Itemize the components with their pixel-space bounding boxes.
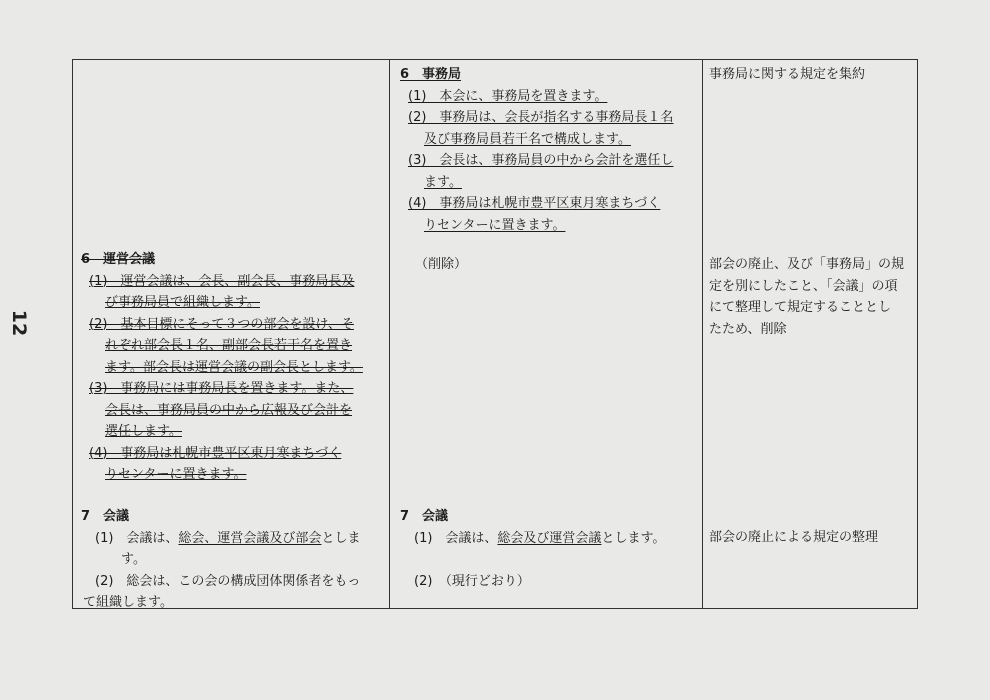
old-meeting-item1-suffix: としま <box>321 530 361 546</box>
new-meeting-item1-underlined: 総会及び運営会議 <box>497 530 602 546</box>
new-office-line: (1) 本会に、事務局を置きます。 <box>408 88 608 104</box>
old-council-line: (2) 基本目標にそって３つの部会を設け、そ <box>89 316 354 332</box>
old-council-line: りセンターに置きます。 <box>105 467 247 482</box>
new-meeting-item2: (2) （現行どおり） <box>414 573 530 589</box>
new-deleted: （削除） <box>415 257 468 272</box>
new-office-line: 及び事務局員若干名で構成します。 <box>424 131 631 147</box>
note-deleted-line: にて整理して規定することとし <box>709 300 892 315</box>
new-office-line: (3) 会長は、事務局員の中から会計を選任し <box>408 153 674 168</box>
old-council-heading: 6 運営会議 <box>81 252 156 267</box>
new-office-line: (4) 事務局は札幌市豊平区東月寒まちづく <box>408 196 661 211</box>
old-meeting-item2-line2: て組織します。 <box>83 595 173 610</box>
old-meeting-item2-line1: (2) 総会は、この会の構成団体関係者をもっ <box>95 573 361 589</box>
old-council-line: 選任します。 <box>105 424 182 439</box>
old-council-line: ます。部会長は運営会議の副会長とします。 <box>105 359 363 375</box>
new-meeting-heading: 7 会議 <box>400 509 449 524</box>
old-meeting-section <box>81 506 386 614</box>
old-council-line: (1) 運営会議は、会長、副会長、事務局長及 <box>89 273 355 289</box>
note-deleted <box>709 254 917 340</box>
note-meeting: 部会の廃止による規定の整理 <box>709 530 879 545</box>
old-council-line: れぞれ部会長１名、副部会長若干名を置き <box>105 338 353 353</box>
note-deleted-line: 部会の廃止、及び「事務局」の規 <box>709 257 905 272</box>
note-deleted-line: 定を別にしたこと、「会議」の項 <box>709 278 898 294</box>
old-meeting-item1-prefix: (1) 会議は、 <box>95 530 179 546</box>
old-council-section <box>81 249 386 486</box>
new-meeting-section <box>400 506 700 592</box>
old-meeting-heading: 7 会議 <box>81 509 130 524</box>
old-council-line: 会長は、事務局員の中から広報及び会計を <box>105 402 353 418</box>
new-office-line: (2) 事務局は、会長が指名する事務局長１名 <box>408 110 674 125</box>
new-office-heading: 6 事務局 <box>400 67 462 82</box>
old-council-line: び事務局員で組織します。 <box>105 295 260 310</box>
note-office: 事務局に関する規定を集約 <box>709 67 866 82</box>
note-deleted-line: たため、削除 <box>709 321 787 337</box>
old-council-line: (4) 事務局は札幌市豊平区東月寒まちづく <box>89 445 342 461</box>
new-office-line: りセンターに置きます。 <box>424 217 566 233</box>
old-meeting-item1-underlined: 総会、運営会議及び部会 <box>178 530 322 546</box>
new-office-line: ます。 <box>424 174 462 190</box>
old-council-line: (3) 事務局には事務局長を置きます。また、 <box>89 381 354 396</box>
comparison-table <box>72 59 918 609</box>
old-meeting-item1-line2: す。 <box>121 552 146 567</box>
new-meeting-item1-suffix: とします。 <box>601 530 666 546</box>
new-meeting-item1-prefix: (1) 会議は、 <box>414 530 498 546</box>
new-office-section <box>400 64 700 236</box>
page-number: 12 <box>8 309 31 337</box>
